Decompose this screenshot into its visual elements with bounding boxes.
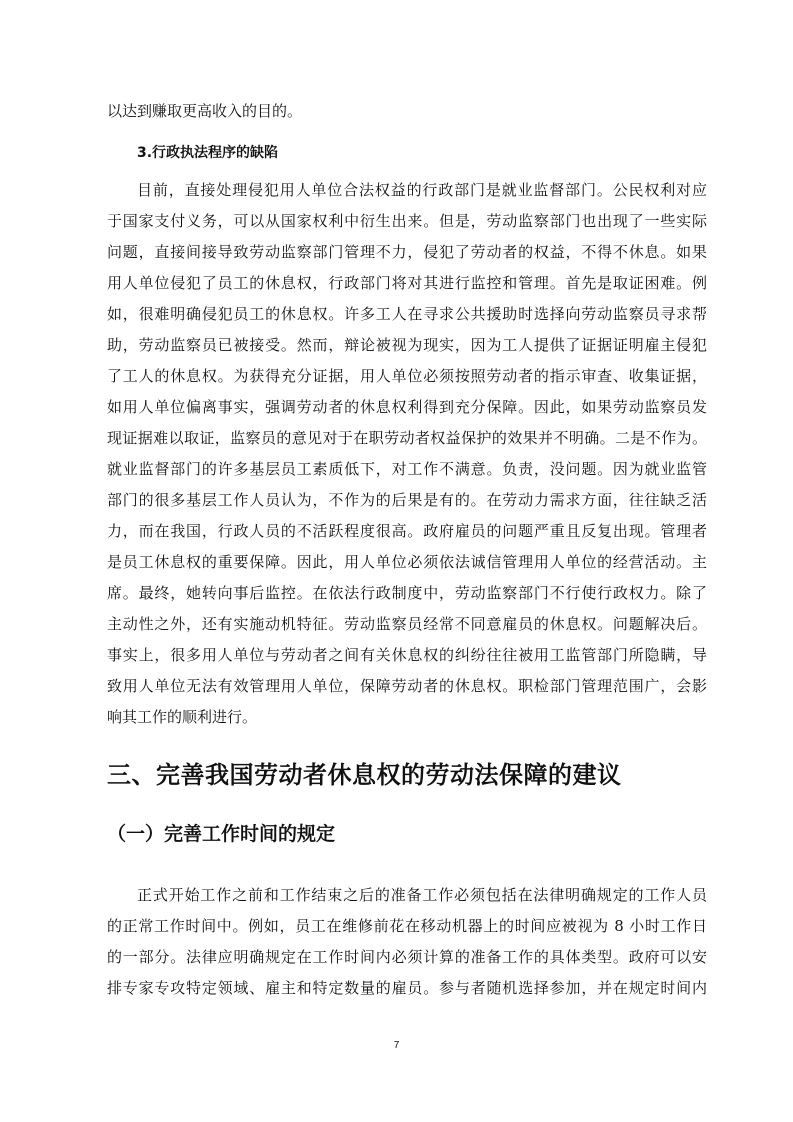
paragraph-line: 用人单位侵犯了员工的休息权，行政部门将对其进行监控和管理。首先是取证困难。例 (107, 274, 707, 292)
paragraph-line: 就业监督部门的许多基层员工素质低下，对工作不满意。负责，没问题。因为就业监管 (107, 460, 707, 478)
paragraph-line: 目前，直接处理侵犯用人单位合法权益的行政部门是就业监督部门。公民权利对应 (137, 181, 707, 199)
paragraph-line: 排专家专攻特定领域、雇主和特定数量的雇员。参与者随机选择参加，并在规定时间内 (107, 979, 707, 997)
paragraph-line: 席。最终，她转向事后监控。在依法行政制度中，劳动监察部门不行使行政权力。除了 (107, 584, 707, 602)
paragraph-line: 事实上，很多用人单位与劳动者之间有关休息权的纠纷往往被用工监管部门所隐瞒，导 (107, 646, 707, 664)
paragraph-line: 致用人单位无法有效管理用人单位，保障劳动者的休息权。职检部门管理范围广，会影 (107, 677, 707, 695)
paragraph-line: 助，劳动监察员已被接受。然而，辩论被视为现实，因为工人提供了证据证明雇主侵犯 (107, 336, 707, 354)
paragraph-line: 如用人单位偏离事实，强调劳动者的休息权利得到充分保障。因此，如果劳动监察员发 (107, 398, 707, 416)
paragraph-line: 的一部分。法律应明确规定在工作时间内必须计算的准备工作的具体类型。政府可以安 (107, 948, 707, 966)
chapter-heading: 三、完善我国劳动者休息权的劳动法保障的建议 (107, 761, 622, 789)
paragraph-line: 响其工作的顺利进行。 (107, 708, 258, 726)
paragraph-line: 部门的很多基层工作人员认为，不作为的后果是有的。在劳动力需求方面，往往缺乏活 (107, 491, 707, 509)
paragraph-line: 如，很难明确侵犯员工的休息权。许多工人在寻求公共援助时选择向劳动监察员寻求帮 (107, 305, 707, 323)
carryover-line: 以达到赚取更高收入的目的。 (107, 102, 303, 120)
paragraph-line: 问题，直接间接导致劳动监察部门管理不力，侵犯了劳动者的权益，不得不休息。如果 (107, 243, 707, 261)
paragraph-line: 正式开始工作之前和工作结束之后的准备工作必须包括在法律明确规定的工作人员 (137, 886, 707, 904)
paragraph-line: 现证据难以取证，监察员的意见对于在职劳动者权益保护的效果并不明确。二是不作为。 (107, 429, 707, 447)
paragraph-line: 力，而在我国，行政人员的不活跃程度很高。政府雇员的问题严重且反复出现。管理者 (107, 522, 707, 540)
paragraph-line: 了工人的休息权。为获得充分证据，用人单位必须按照劳动者的指示审查、收集证据， (107, 367, 707, 385)
paragraph-line: 主动性之外，还有实施动机特征。劳动监察员经常不同意雇员的休息权。问题解决后。 (107, 615, 707, 633)
paragraph-line: 于国家支付义务，可以从国家权利中衍生出来。但是，劳动监察部门也出现了一些实际 (107, 212, 707, 230)
section-heading-3: 3.行政执法程序的缺陷 (137, 145, 279, 161)
paragraph-line: 的正常工作时间中。例如，员工在维修前花在移动机器上的时间应被视为 8 小时工作日 (107, 917, 707, 935)
page-number: 7 (393, 1040, 400, 1051)
subsection-heading: （一）完善工作时间的规定 (107, 823, 336, 845)
paragraph-line: 是员工休息权的重要保障。因此，用人单位必须依法诚信管理用人单位的经营活动。主 (107, 553, 707, 571)
